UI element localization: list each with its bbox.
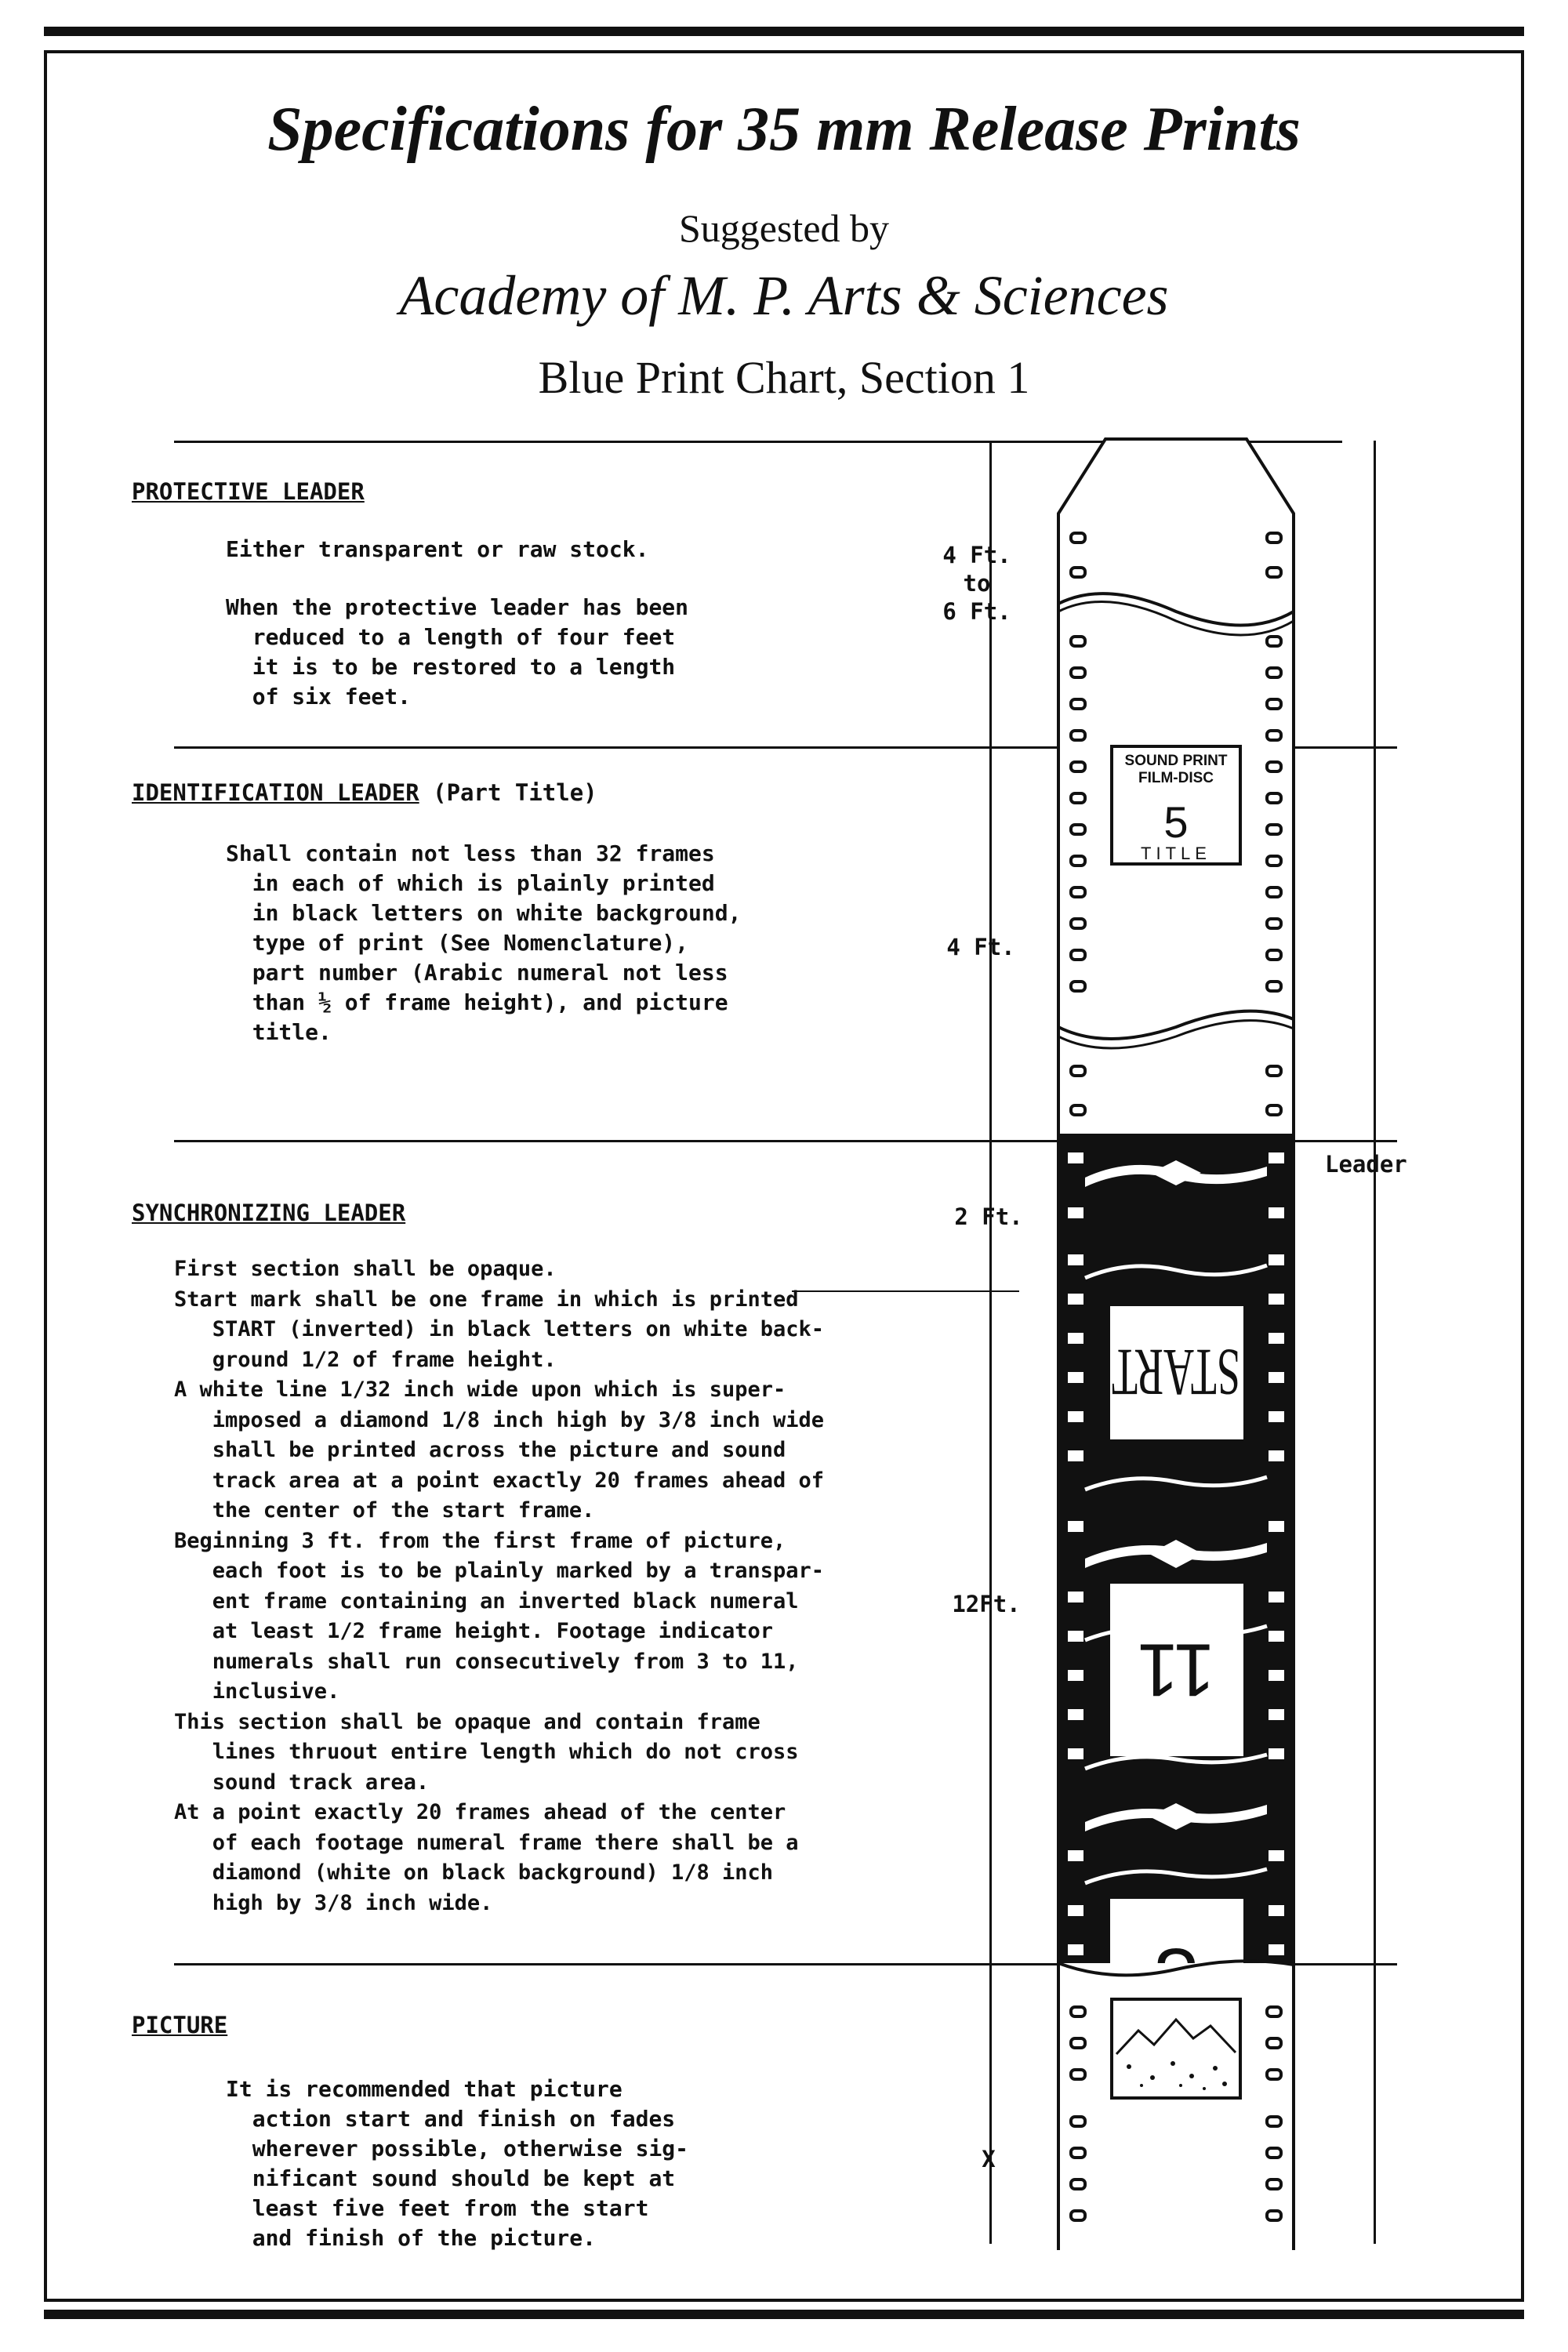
eleven-frame-text: 11 xyxy=(1137,1628,1215,1712)
title-frame-line2: FILM-DISC xyxy=(1138,770,1214,786)
title-frame-numeral: 5 xyxy=(1163,797,1189,847)
top-rule-thick xyxy=(44,27,1524,36)
picture-heading: PICTURE xyxy=(132,2012,228,2038)
start-frame-text: START xyxy=(1112,1335,1240,1410)
page-title: Specifications for 35 mm Release Prints xyxy=(267,95,1301,164)
synchronizing-leader-body: First section shall be opaque. Start mark shall be one frame in which is printed START (inverted) in black letters on white back- ground 1/2 of frame height. A white line 1/32 inch wide upon which is super- imposed a diamond 1/8 inch high by 3/8 inch wide shall be printed across the picture and sound track area at a point exactly 20 frames ahead of the center of the start frame. Beginning 3 ft. from the first frame of picture, each foot is to be plainly marked by a transpar- ent frame containing an inverted black numeral at least 1/2 frame height. Footage indicator numerals shall run consecutively from 3 to 11, inclusive. This section shall be opaque and contain frame lines thruout entire length which do not cross sound track area. At a point exactly 20 frames ahead of the center of each footage numeral frame there shall be a diamond (white on black background) 1/8 inch high by 3/8 inch wide. xyxy=(174,1257,825,1915)
picture-length: X xyxy=(982,2146,996,2172)
organization-name: Academy of M. P. Arts & Sciences xyxy=(399,264,1169,327)
chart-section: Blue Print Chart, Section 1 xyxy=(538,352,1030,403)
identification-leader-body: Shall contain not less than 32 frames in each of which is plainly printed in black letters on white background, type of print (See Nomenclature), part number (Arabic numeral not less than ½ of frame height), and picture title. xyxy=(226,840,742,1045)
leader-measure-line xyxy=(1374,441,1376,2244)
picture-body: It is recommended that picture action start and finish on fades wherever possible, otherwise sig- nificant sound should be kept at least five feet from the start and finish of the picture. xyxy=(226,2076,689,2251)
film-strip-diagram xyxy=(1019,423,1333,2250)
leader-label: Leader xyxy=(1325,1151,1407,1178)
synchronizing-leader-length-footage: 12Ft. xyxy=(952,1591,1021,1617)
identification-leader-length: 4 Ft. xyxy=(946,934,1015,960)
protective-leader-length: 4 Ft. to 6 Ft. xyxy=(942,542,1011,625)
title-frame-line1: SOUND PRINT xyxy=(1124,753,1228,769)
identification-leader-title xyxy=(132,779,597,806)
synchronizing-leader-length-opaque: 2 Ft. xyxy=(954,1203,1023,1230)
protective-leader-line1: Either transparent or raw stock. xyxy=(226,536,649,562)
identification-leader-suffix: (Part Title) xyxy=(433,779,597,806)
title-frame-bottom: TITLE xyxy=(1141,844,1211,863)
suggested-by: Suggested by xyxy=(678,206,890,250)
identification-leader-heading: IDENTIFICATION LEADER xyxy=(132,779,419,806)
separator-start xyxy=(792,1290,1019,1292)
bottom-rule-thick xyxy=(44,2310,1524,2319)
synchronizing-leader-heading: SYNCHRONIZING LEADER xyxy=(132,1200,406,1226)
measure-line xyxy=(989,441,992,2244)
protective-leader-line2: When the protective leader has been reduced to a length of four feet it is to be restored to a length of six feet. xyxy=(226,594,689,710)
protective-leader-heading: PROTECTIVE LEADER xyxy=(132,478,365,505)
picture-frame xyxy=(1112,1999,1240,2098)
